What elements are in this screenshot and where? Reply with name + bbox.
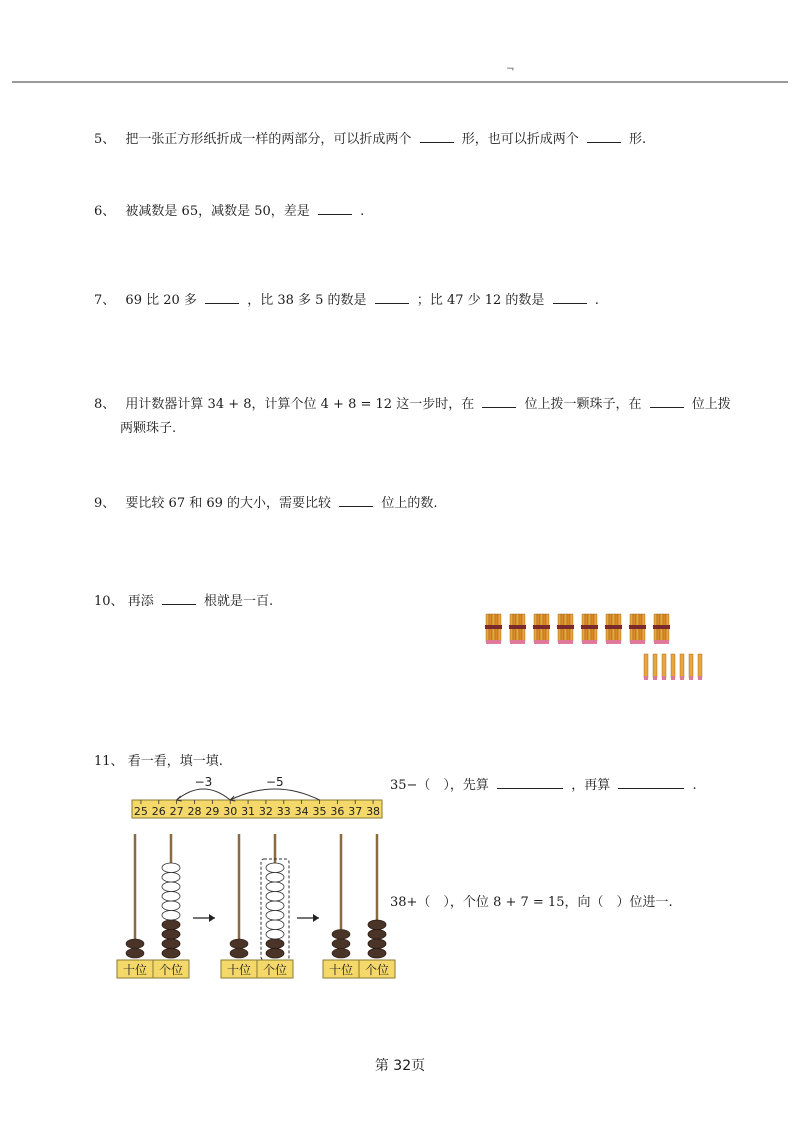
question-title: 看一看，填一填. (127, 754, 223, 769)
bead (266, 939, 284, 949)
answer-blank[interactable] (497, 776, 563, 789)
question-text: 69 比 20 多 (125, 293, 197, 308)
stick-bundle (509, 614, 526, 644)
bead (162, 939, 180, 949)
tens-label: 十位 (328, 963, 354, 977)
number-line-ruler (130, 770, 390, 820)
question-text: ，再算 (571, 778, 611, 793)
ruler-tick-label: 34 (294, 805, 309, 818)
question-number: 9、 (94, 496, 116, 511)
answer-blank[interactable] (205, 291, 239, 304)
question-text: . (360, 204, 365, 219)
question-text: 位上拨一颗珠子，在 (524, 397, 642, 412)
question-number: 5、 (94, 132, 116, 147)
answer-blank[interactable] (553, 291, 587, 304)
question-8 (94, 393, 731, 417)
answer-blank[interactable] (650, 395, 684, 408)
answer-blank[interactable] (420, 130, 454, 143)
bead (368, 920, 386, 930)
answer-blank[interactable] (587, 130, 621, 143)
question-text: 35−（ ），先算 (390, 778, 489, 793)
stick-bundle (605, 614, 622, 644)
bead (332, 949, 350, 959)
question-text: 位上拨 (691, 397, 731, 412)
tens-label: 十位 (226, 963, 252, 977)
bead (162, 863, 180, 873)
question-number: 8、 (94, 397, 116, 412)
question-text: 被减数是 65，减数是 50，差是 (125, 204, 310, 219)
question-9 (94, 492, 437, 516)
bead (266, 901, 284, 911)
tens-label: 十位 (122, 963, 148, 977)
question-text: 形. (629, 132, 647, 147)
bead (266, 949, 284, 959)
question-text: ；比 47 少 12 的数是 (416, 293, 545, 308)
ones-label: 个位 (364, 963, 390, 977)
question-text: . (692, 778, 697, 793)
header-mark: ¬ (506, 64, 515, 75)
ruler-tick-label: 28 (187, 805, 202, 818)
stick-bundles-illustration (482, 610, 722, 690)
bead (162, 949, 180, 959)
bead (230, 939, 248, 949)
ones-label: 个位 (158, 963, 184, 977)
ruler-tick-label: 37 (348, 805, 363, 818)
answer-blank[interactable] (618, 776, 684, 789)
question-text: . (594, 293, 599, 308)
bead (368, 939, 386, 949)
single-stick (653, 654, 657, 680)
stick-bundle (653, 614, 670, 644)
stick-bundle (629, 614, 646, 644)
question-text: ，比 38 多 5 的数是 (247, 293, 367, 308)
header-rule (12, 81, 788, 83)
bead (266, 930, 284, 940)
question-number: 10、 (94, 594, 124, 609)
arrow-head-icon (209, 914, 215, 922)
ruler-tick-label: 27 (169, 805, 184, 818)
ruler-tick-label: 29 (205, 805, 220, 818)
page-number: 第 32页 (374, 1058, 426, 1074)
question-text: 用计数器计算 34 + 8，计算个位 4 + 8 = 12 这一步时，在 (125, 397, 475, 412)
ruler-tick-label: 35 (312, 805, 327, 818)
jump-arc (177, 789, 231, 800)
bead (230, 949, 248, 959)
bead (162, 873, 180, 883)
abacus (117, 834, 189, 978)
bead (332, 930, 350, 940)
bead (266, 892, 284, 902)
ones-label: 个位 (262, 963, 288, 977)
single-stick (698, 654, 702, 680)
ruler-tick-label: 25 (133, 805, 148, 818)
bead (332, 939, 350, 949)
jump-arc (230, 789, 319, 800)
question-text: 把一张正方形纸折成一样的两部分，可以折成两个 (125, 132, 412, 147)
question-text: 位上的数. (381, 496, 438, 511)
ruler-tick-label: 38 (366, 805, 381, 818)
bead (368, 930, 386, 940)
answer-blank[interactable] (375, 291, 409, 304)
jump-label: −3 (194, 775, 213, 789)
question-10 (94, 590, 273, 614)
bead (126, 949, 144, 959)
ruler-tick-label: 32 (258, 805, 273, 818)
bead (266, 873, 284, 883)
question-number: 6、 (94, 204, 116, 219)
question-5 (94, 128, 646, 152)
question-11-line-2 (390, 891, 673, 915)
question-7 (94, 289, 599, 313)
jump-label: −5 (266, 775, 284, 789)
question-text: 再添 (127, 594, 154, 609)
stick-bundle (557, 614, 574, 644)
arrow-head-icon (313, 914, 319, 922)
ruler-tick-label: 31 (241, 805, 256, 818)
answer-blank[interactable] (339, 494, 373, 507)
bead (266, 920, 284, 930)
single-stick (680, 654, 684, 680)
bead (162, 911, 180, 921)
bead (162, 882, 180, 892)
question-number: 11、 (94, 754, 124, 769)
bead (162, 901, 180, 911)
single-stick (644, 654, 648, 680)
bead (162, 920, 180, 930)
ruler-tick-label: 26 (151, 805, 166, 818)
abacus (323, 834, 395, 978)
ruler-tick-label: 36 (330, 805, 345, 818)
abacus (221, 834, 293, 978)
single-stick (689, 654, 693, 680)
single-stick (662, 654, 666, 680)
bead (368, 949, 386, 959)
ruler-tick-label: 33 (276, 805, 291, 818)
question-text: 38+（ ），个位 8 + 7 = 15，向（ ）位进一. (390, 895, 673, 910)
question-6 (94, 200, 364, 224)
question-text: 形，也可以折成两个 (461, 132, 579, 147)
bead (126, 939, 144, 949)
question-number: 7、 (94, 293, 116, 308)
single-stick (671, 654, 675, 680)
question-text: 要比较 67 和 69 的大小，需要比较 (125, 496, 332, 511)
question-text: 根就是一百. (203, 594, 274, 609)
stick-bundle (533, 614, 550, 644)
bead (162, 892, 180, 902)
bead (266, 882, 284, 892)
ruler-tick-label: 30 (223, 805, 238, 818)
answer-blank[interactable] (162, 592, 196, 605)
bead (162, 930, 180, 940)
answer-blank[interactable] (318, 202, 352, 215)
answer-blank[interactable] (482, 395, 516, 408)
bead (266, 911, 284, 921)
bead (266, 863, 284, 873)
counter-abacus-diagram (115, 830, 395, 980)
stick-bundle (485, 614, 502, 644)
stick-bundle (581, 614, 598, 644)
question-text-continued: 两颗珠子. (120, 421, 177, 436)
question-11-line-1 (390, 774, 697, 798)
